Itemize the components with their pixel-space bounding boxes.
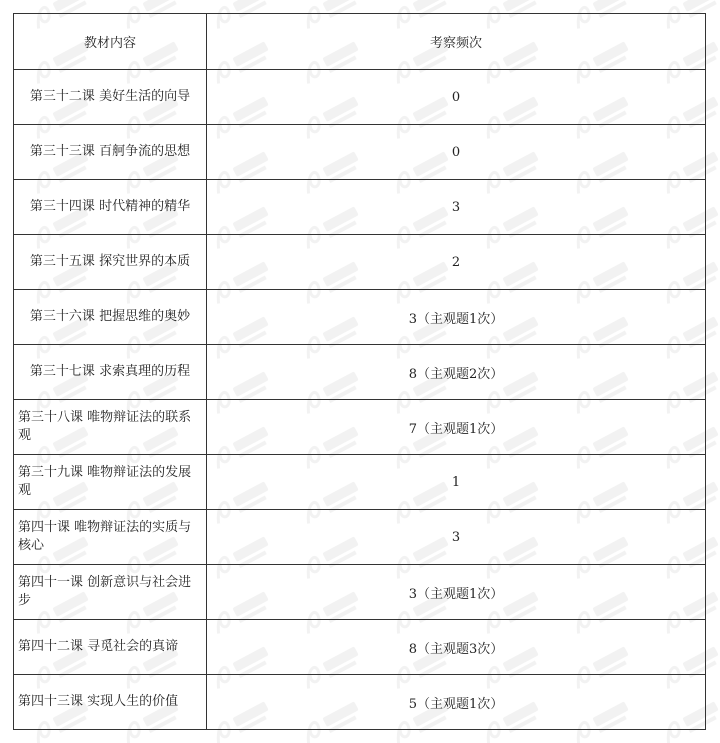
- table-row: [14, 345, 706, 400]
- frequency-cell: 7（主观题1次）: [207, 400, 706, 455]
- table-header-row: [14, 14, 706, 70]
- frequency-cell: 1: [207, 455, 706, 510]
- table-row: [14, 675, 706, 730]
- table-row: [14, 235, 706, 290]
- lesson-title: 百舸争流的思想: [99, 144, 191, 159]
- header-exam-frequency: 考察频次: [207, 14, 706, 70]
- lesson-cell: [14, 400, 207, 455]
- frequency-cell: 0: [207, 70, 706, 125]
- lesson-title: 把握思维的奥妙: [99, 309, 191, 324]
- lesson-title: 探究世界的本质: [99, 254, 191, 269]
- lesson-title: 美好生活的向导: [99, 89, 191, 104]
- lesson-title: 唯物辩证法的实质与核心: [18, 520, 192, 553]
- lesson-number: 第三十五课: [29, 254, 95, 269]
- lesson-number: 第三十九课: [18, 465, 84, 480]
- lesson-number: 第四十一课: [18, 575, 84, 590]
- table-row: [14, 125, 706, 180]
- lesson-cell: [14, 70, 207, 125]
- lesson-title: 求索真理的历程: [99, 364, 191, 379]
- lesson-number: 第三十四课: [29, 199, 95, 214]
- lesson-cell: [14, 675, 207, 730]
- lesson-title: 唯物辩证法的发展观: [18, 465, 192, 498]
- lesson-cell: [14, 510, 207, 565]
- lesson-title: 实现人生的价值: [87, 694, 179, 709]
- lesson-title: 创新意识与社会进步: [18, 575, 192, 608]
- table-row: [14, 290, 706, 345]
- frequency-cell: 3: [207, 180, 706, 235]
- frequency-cell: 0: [207, 125, 706, 180]
- lesson-number: 第三十七课: [29, 364, 95, 379]
- frequency-cell: 2: [207, 235, 706, 290]
- table-row: [14, 70, 706, 125]
- frequency-cell: 8（主观题3次）: [207, 620, 706, 675]
- frequency-cell: 8（主观题2次）: [207, 345, 706, 400]
- exam-frequency-table: [13, 13, 706, 730]
- frequency-cell: 3（主观题1次）: [207, 565, 706, 620]
- lesson-number: 第四十课: [18, 520, 71, 535]
- header-textbook-content: 教材内容: [14, 14, 207, 70]
- frequency-cell: 5（主观题1次）: [207, 675, 706, 730]
- table-row: [14, 565, 706, 620]
- lesson-cell: [14, 180, 207, 235]
- lesson-number: 第三十八课: [18, 410, 84, 425]
- lesson-cell: [14, 565, 207, 620]
- lesson-title: 时代精神的精华: [99, 199, 191, 214]
- lesson-title: 唯物辩证法的联系观: [18, 410, 192, 443]
- lesson-cell: [14, 125, 207, 180]
- lesson-cell: [14, 455, 207, 510]
- lesson-cell: [14, 345, 207, 400]
- lesson-title: 寻觅社会的真谛: [87, 639, 179, 654]
- lesson-number: 第四十三课: [18, 694, 84, 709]
- table-row: [14, 180, 706, 235]
- lesson-number: 第三十二课: [29, 89, 95, 104]
- frequency-cell: 3: [207, 510, 706, 565]
- lesson-number: 第三十三课: [29, 144, 95, 159]
- frequency-cell: 3（主观题1次）: [207, 290, 706, 345]
- lesson-cell: [14, 290, 207, 345]
- lesson-cell: [14, 620, 207, 675]
- table-row: [14, 455, 706, 510]
- lesson-number: 第三十六课: [29, 309, 95, 324]
- lesson-cell: [14, 235, 207, 290]
- table-row: [14, 620, 706, 675]
- table-row: [14, 510, 706, 565]
- lesson-number: 第四十二课: [18, 639, 84, 654]
- table-row: [14, 400, 706, 455]
